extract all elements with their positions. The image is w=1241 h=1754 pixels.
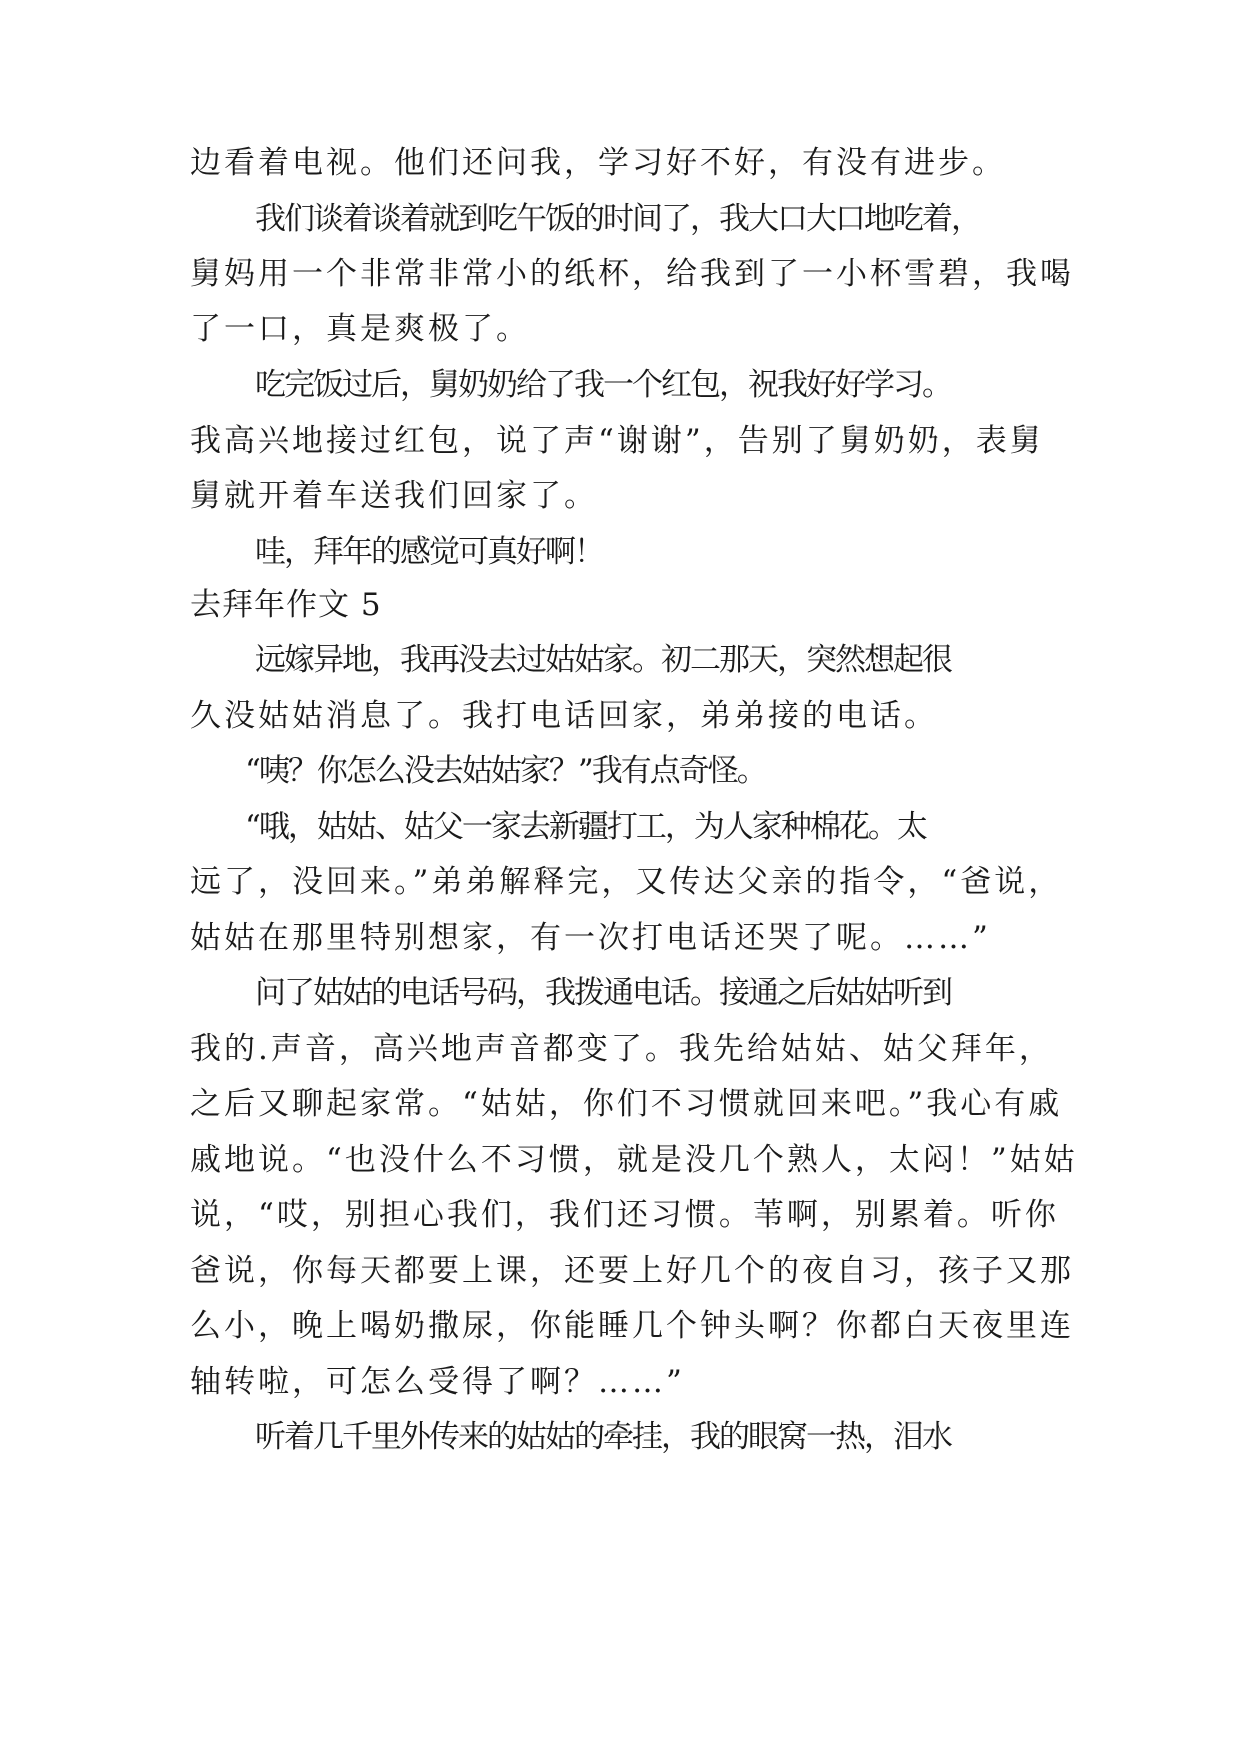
text-line: 远了，没回来。”弟弟解释完，又传达父亲的指令，“爸说，	[190, 864, 1063, 900]
text-line: 轴转啦，可怎么受得了啊？……”	[190, 1364, 685, 1400]
paragraph-first-line: 听着几千里外传来的姑姑的牵挂，我的眼窝一热，泪水	[255, 1419, 951, 1455]
paragraph-first-line: 哇，拜年的感觉可真好啊！	[255, 534, 603, 570]
text-line: 么小，晚上喝奶撒尿，你能睡几个钟头啊？你都白天夜里连	[190, 1308, 1074, 1344]
text-line: 了一口，真是爽极了。	[190, 311, 530, 347]
paragraph-first-line: 问了姑姑的电话号码，我拨通电话。接通之后姑姑听到	[255, 975, 951, 1011]
text-line: 之后又聊起家常。“姑姑，你们不习惯就回来吧。”我心有戚	[190, 1086, 1063, 1122]
text-line: 戚地说。“也没什么不习惯，就是没几个熟人，太闷！”姑姑	[190, 1142, 1078, 1178]
text-line: 久没姑姑消息了。我打电话回家，弟弟接的电话。	[190, 698, 938, 734]
text-line: 爸说，你每天都要上课，还要上好几个的夜自习，孩子又那	[190, 1253, 1074, 1289]
paragraph-first-line: 吃完饭过后，舅奶奶给了我一个红包，祝我好好学习。	[255, 367, 951, 403]
text-line: 舅就开着车送我们回家了。	[190, 478, 598, 514]
text-line: 姑姑在那里特别想家，有一次打电话还哭了呢。……”	[190, 920, 991, 956]
section-heading: 去拜年作文 5	[190, 587, 382, 623]
paragraph-first-line: 我们谈着谈着就到吃午饭的时间了，我大口大口地吃着，	[255, 201, 980, 237]
paragraph-first-line: 远嫁异地，我再没去过姑姑家。初二那天，突然想起很	[255, 642, 951, 678]
text-line: 我的.声音，高兴地声音都变了。我先给姑姑、姑父拜年，	[190, 1031, 1053, 1067]
text-line: 边看着电视。他们还问我，学习好不好，有没有进步。	[190, 145, 1006, 181]
paragraph-first-line: “哦，姑姑、姑父一家去新疆打工，为人家种棉花。太	[245, 809, 926, 845]
text-line: 我高兴地接过红包，说了声“谢谢”，告别了舅奶奶，表舅	[190, 423, 1044, 459]
paragraph-first-line: “咦？你怎么没去姑姑家？”我有点奇怪。	[245, 753, 766, 789]
text-line: 说，“哎，别担心我们，我们还习惯。苇啊，别累着。听你	[190, 1197, 1059, 1233]
text-line: 舅妈用一个非常非常小的纸杯，给我到了一小杯雪碧，我喝	[190, 256, 1074, 292]
